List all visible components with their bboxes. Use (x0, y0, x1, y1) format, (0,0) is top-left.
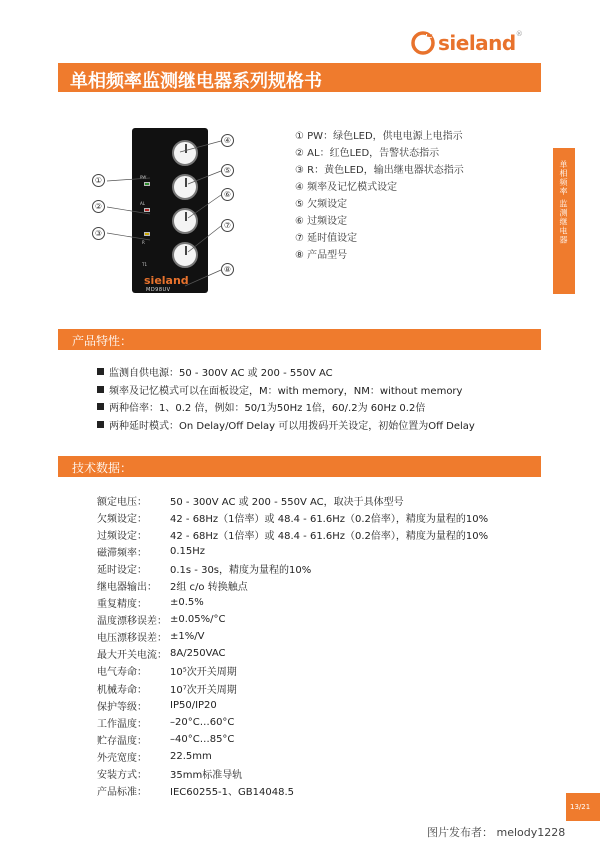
legend-item: ② AL：红色LED，告警状态指示 (295, 148, 440, 159)
spec-row: 磁滞频率： 0.15Hz (97, 546, 206, 560)
pw-label: PW (140, 175, 147, 180)
legend-item: ⑧ 产品型号 (295, 250, 348, 261)
callout-6: ⑥ (221, 188, 234, 201)
spec-row: 工作温度： –20°C…60°C (97, 716, 235, 730)
spec-row: 保护等级： IP50/IP20 (97, 699, 217, 713)
brand-name: sieland (438, 31, 516, 55)
spec-row: 安装方式： 35mm标准导轨 (97, 769, 243, 781)
page-number-tab (566, 793, 600, 821)
device-logo: sieland (144, 274, 189, 287)
spec-row: 电气寿命： 10⁵次开关周期 (97, 667, 237, 679)
tech-title: 技术数据： (72, 461, 133, 475)
legend-item: ⑤ 欠频设定 (295, 199, 348, 210)
spec-row: 欠频设定： 42 - 68Hz（1倍率）或 48.4 - 61.6Hz（0.2倍率），精度为量程的10% (97, 514, 489, 526)
spec-row: 电压漂移误差： ±1%/V (97, 631, 205, 645)
page-number: 13/21 (570, 803, 591, 811)
spec-row: 贮存温度： –40°C…85°C (97, 733, 235, 747)
side-tab-label: 单相频率 监测继电器 (559, 160, 568, 245)
spec-row: 继电器输出： 2组 c/o 转换触点 (97, 582, 248, 594)
diagram-legend (295, 127, 464, 263)
al-label: AL (140, 201, 145, 206)
spec-row: 最大开关电流： 8A/250VAC (97, 648, 226, 662)
publisher-watermark: 图片发布者： melody1228 (427, 826, 566, 839)
t1-label: T1 (142, 262, 147, 267)
spec-row: 机械寿命： 10⁷次开关周期 (97, 684, 237, 696)
registered-mark: ® (515, 30, 523, 38)
spec-row: 过频设定： 42 - 68Hz（1倍率）或 48.4 - 61.6Hz（0.2倍率），精度为量程的10% (97, 531, 489, 543)
legend-item: ④ 频率及记忆模式设定 (295, 182, 398, 193)
device-model: MD98UV (146, 287, 171, 293)
callout-4: ④ (221, 134, 234, 147)
callout-3: ③ (92, 227, 105, 240)
spec-table (97, 492, 488, 799)
spec-row: 延时设定： 0.1s - 30s，精度为量程的10% (97, 565, 312, 577)
list-item: 频率及记忆模式可以在面板设定，M：with memory，NM：without memory (97, 381, 475, 399)
spec-row: 产品标准： IEC60255-1、GB14048.5 (97, 786, 294, 798)
features-header (58, 329, 541, 350)
list-item: 两种延时模式：On Delay/Off Delay 可以用拨码开关设定，初始位置为Off Delay (97, 416, 475, 434)
tech-header (58, 456, 541, 477)
callout-5: ⑤ (221, 164, 234, 177)
square-bullet-icon (97, 386, 104, 393)
square-bullet-icon (97, 368, 104, 375)
legend-item: ① PW：绿色LED，供电电源上电指示 (295, 131, 463, 142)
legend-item: ⑦ 延时值设定 (295, 233, 358, 244)
list-item: 两种倍率：1、0.2 倍，例如：50/1为50Hz 1倍，60/.2为 60Hz 0.2倍 (97, 398, 475, 416)
spec-row: 外壳宽度： 22.5mm (97, 750, 212, 764)
square-bullet-icon (97, 421, 104, 428)
square-bullet-icon (97, 403, 104, 410)
legend-item: ⑥ 过频设定 (295, 216, 348, 227)
features-list (97, 363, 475, 433)
callout-7: ⑦ (221, 219, 234, 232)
page-title: 单相频率监测继电器系列规格书 (70, 71, 322, 92)
list-item: 监测自供电源：50 - 300V AC 或 200 - 550V AC (97, 363, 475, 381)
r-label: R (142, 240, 145, 245)
callout-1: ① (92, 174, 105, 187)
callout-2: ② (92, 200, 105, 213)
callout-8: ⑧ (221, 263, 234, 276)
spec-row: 温度漂移误差： ±0.05%/°C (97, 614, 226, 628)
spec-row: 重复精度： ±0.5% (97, 597, 204, 611)
features-title: 产品特性： (72, 334, 133, 348)
legend-item: ③ R：黄色LED，输出继电器状态指示 (295, 165, 464, 176)
side-tab (553, 148, 575, 294)
spec-row: 额定电压： 50 - 300V AC 或 200 - 550V AC，取决于具体型号 (97, 497, 404, 509)
